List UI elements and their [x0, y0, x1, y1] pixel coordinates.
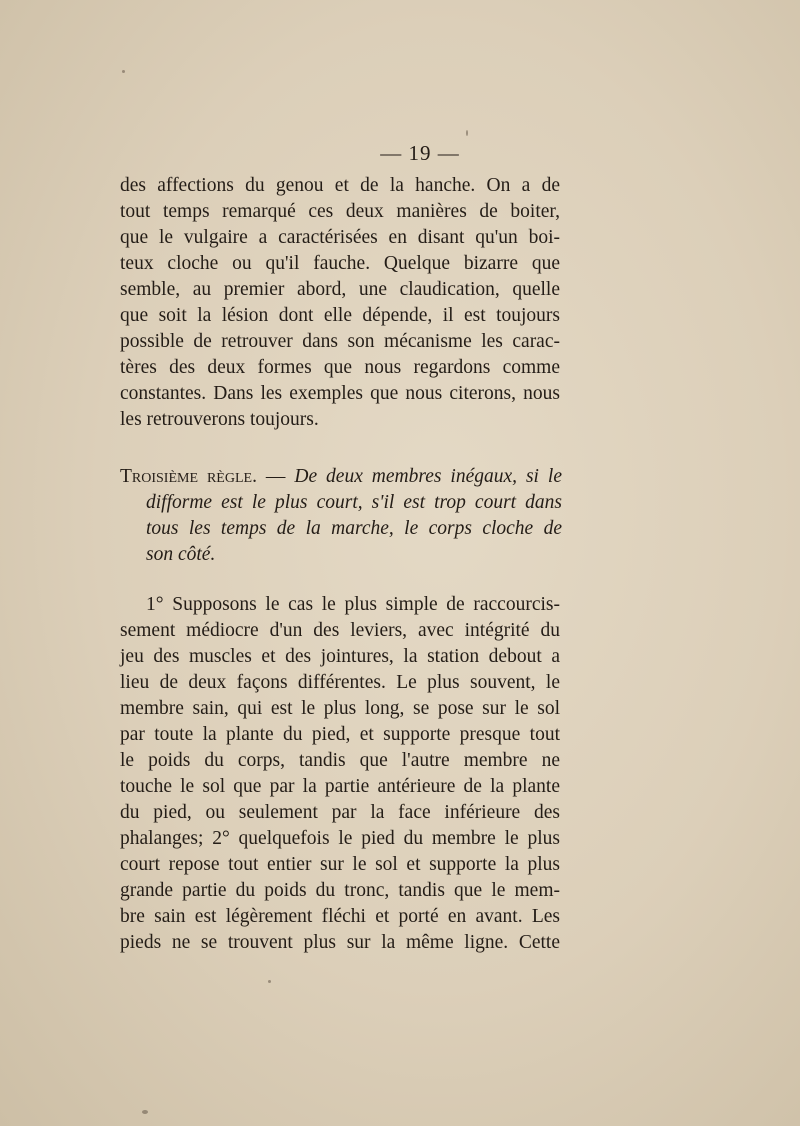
text-line: jeu des muscles et des jointures, la station debout a — [120, 646, 560, 667]
text-line: bre sain est légèrement fléchi et porté en avant. Les — [120, 906, 560, 927]
text-line: que soit la lésion dont elle dépende, il est toujours — [120, 305, 560, 326]
text-line: court repose tout entier sur le sol et supporte la plus — [120, 854, 560, 875]
text-line: que le vulgaire a caractérisées en disant qu'un boi- — [120, 227, 560, 248]
text-line: tères des deux formes que nous regardons comme — [120, 357, 560, 378]
paper-speck — [268, 980, 271, 983]
text-line: lieu de deux façons différentes. Le plus souvent, le — [120, 672, 560, 693]
text-line: phalanges; 2° quelquefois le pied du membre le plus — [120, 828, 560, 849]
rule-text-line: son côté. — [146, 544, 216, 565]
text-line: teux cloche ou qu'il fauche. Quelque bizarre que — [120, 253, 560, 274]
paragraph-1 — [120, 173, 560, 433]
rule-statement — [120, 464, 562, 568]
text-line: sement médiocre d'un des leviers, avec intégrité du — [120, 620, 560, 641]
text-line: du pied, ou seulement par la face inférieure des — [120, 802, 560, 823]
text-line: grande partie du poids du tronc, tandis que le mem- — [120, 880, 560, 901]
rule-text-line: difforme est le plus court, s'il est trop court dans — [146, 492, 562, 513]
text-line: des affections du genou et de la hanche. On a de — [120, 175, 560, 196]
paper-speck — [466, 130, 468, 136]
text-line: les retrouverons toujours. — [120, 409, 319, 430]
page-number: — 19 — — [380, 141, 460, 165]
text-line: pieds ne se trouvent plus sur la même ligne. Cette — [120, 932, 560, 953]
text-line: par toute la plante du pied, et supporte presque tout — [120, 724, 560, 745]
rule-text-line: tous les temps de la marche, le corps cloche de — [146, 518, 562, 539]
text-line: 1° Supposons le cas le plus simple de raccourcis- — [146, 594, 560, 615]
text-line: tout temps remarqué ces deux manières de boiter, — [120, 201, 560, 222]
text-line: membre sain, qui est le plus long, se pose sur le sol — [120, 698, 560, 719]
rule-heading: Troisième règle. — — [120, 466, 286, 487]
text-line: semble, au premier abord, une claudication, quelle — [120, 279, 560, 300]
text-line: constantes. Dans les exemples que nous citerons, nous — [120, 383, 560, 404]
paper-speck — [142, 1110, 148, 1114]
text-line: le poids du corps, tandis que l'autre membre ne — [120, 750, 560, 771]
paper-speck — [122, 70, 125, 73]
text-line: possible de retrouver dans son mécanisme les carac- — [120, 331, 560, 352]
paragraph-2 — [120, 592, 560, 956]
text-line: touche le sol que par la partie antérieure de la plante — [120, 776, 560, 797]
rule-text-line: De deux membres inégaux, si le — [294, 466, 562, 487]
